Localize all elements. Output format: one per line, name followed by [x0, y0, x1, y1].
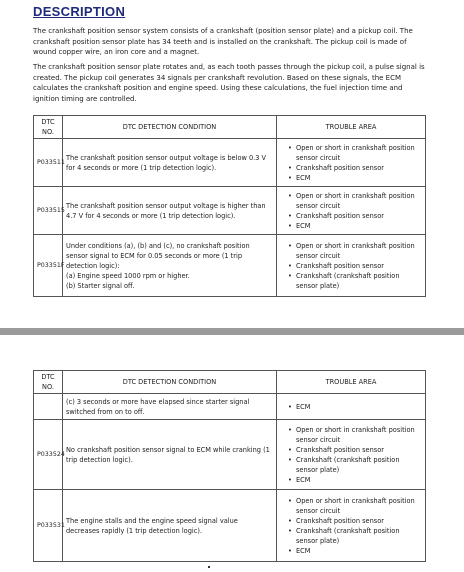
- table-row: [34, 420, 426, 490]
- table-row: [34, 394, 426, 420]
- detection-condition-cell: [63, 139, 277, 187]
- trouble-area-cell: [277, 420, 426, 490]
- condition-text: The crankshaft position sensor output voltage is higher than 4.7 V for 4 seconds or more (1 trip detection logic).: [66, 201, 266, 220]
- table-row: [34, 490, 426, 562]
- trouble-area-item: • Crankshaft (crankshaft position sensor plate): [288, 526, 422, 546]
- page-marker: [208, 566, 210, 568]
- trouble-area-item: • Crankshaft position sensor: [288, 163, 422, 173]
- detection-condition-cell: [63, 490, 277, 562]
- trouble-area-item: • Crankshaft position sensor: [288, 516, 422, 526]
- trouble-area-cell: [277, 187, 426, 235]
- section-heading: DESCRIPTION: [33, 4, 126, 19]
- trouble-area-cell: [277, 490, 426, 562]
- detection-condition-cell: [63, 187, 277, 235]
- table-row: [34, 187, 426, 235]
- trouble-area-cell: [277, 139, 426, 187]
- trouble-area-list: [280, 143, 422, 183]
- dtc-code-cell: P033515: [34, 187, 63, 235]
- table1-body: [34, 139, 426, 297]
- header-dtc-no: DTC NO.: [34, 371, 63, 394]
- trouble-area-item: • Open or short in crankshaft position sensor circuit: [288, 143, 422, 163]
- header-dtc-no: DTC NO.: [34, 116, 63, 139]
- trouble-area-item: • ECM: [288, 221, 422, 231]
- trouble-area-list: [280, 402, 422, 412]
- trouble-area-item: • ECM: [288, 475, 422, 485]
- dtc-code-cell: P033511: [34, 139, 63, 187]
- trouble-area-item: • ECM: [288, 402, 422, 412]
- trouble-area-list: [280, 191, 422, 231]
- header-trouble-area: TROUBLE AREA: [277, 371, 426, 394]
- dtc-table-1: [33, 115, 426, 297]
- table-header-row: [34, 116, 426, 139]
- trouble-area-item: • ECM: [288, 173, 422, 183]
- condition-text: (b) Starter signal off.: [66, 281, 135, 290]
- dtc-code-cell: P033531: [34, 490, 63, 562]
- table-row: [34, 139, 426, 187]
- trouble-area-list: [280, 241, 422, 291]
- trouble-area-item: • Open or short in crankshaft position sensor circuit: [288, 496, 422, 516]
- page-separator: [0, 328, 464, 335]
- trouble-area-item: • Crankshaft position sensor: [288, 211, 422, 221]
- dtc-code-cell: [34, 394, 63, 420]
- trouble-area-list: [280, 496, 422, 556]
- trouble-area-item: • ECM: [288, 546, 422, 556]
- trouble-area-item: • Open or short in crankshaft position sensor circuit: [288, 191, 422, 211]
- dtc-code-cell: P03351F: [34, 235, 63, 297]
- trouble-area-item: • Crankshaft (crankshaft position sensor plate): [288, 271, 422, 291]
- condition-text: The engine stalls and the engine speed signal value decreases rapidly (1 trip detection logic).: [66, 516, 238, 535]
- table-row: [34, 235, 426, 297]
- table2-body: [34, 394, 426, 562]
- description-paragraph-1: The crankshaft position sensor system consists of a crankshaft (position sensor plate) and a pickup coil. The crankshaft position sensor plate has 34 teeth and is installed on the crankshaft. The pickup coil is made of wound copper wire, an iron core and a magnet.: [33, 27, 413, 56]
- trouble-area-cell: [277, 394, 426, 420]
- condition-text: Under conditions (a), (b) and (c), no crankshaft position sensor signal to ECM for 0.05 seconds or more (1 trip detection logic):: [66, 241, 250, 270]
- dtc-table-2: [33, 370, 426, 562]
- trouble-area-list: [280, 425, 422, 485]
- header-detection-condition: DTC DETECTION CONDITION: [63, 371, 277, 394]
- trouble-area-item: • Open or short in crankshaft position sensor circuit: [288, 425, 422, 445]
- detection-condition-cell: [63, 235, 277, 297]
- trouble-area-item: • Crankshaft position sensor: [288, 261, 422, 271]
- trouble-area-item: • Crankshaft (crankshaft position sensor plate): [288, 455, 422, 475]
- condition-text: No crankshaft position sensor signal to ECM while cranking (1 trip detection logic).: [66, 445, 270, 464]
- description-paragraph-2: The crankshaft position sensor plate rotates and, as each tooth passes through the pickup coil, a pulse signal is created. The pickup coil generates 34 signals per crankshaft revolution. Based on these signals, the ECM calculates the crankshaft position and engine speed. Using these calculations, the fuel injection time and ignition timing are controlled.: [33, 63, 425, 103]
- trouble-area-cell: [277, 235, 426, 297]
- dtc-code-cell: P033524: [34, 420, 63, 490]
- table-header-row: [34, 371, 426, 394]
- trouble-area-item: • Open or short in crankshaft position sensor circuit: [288, 241, 422, 261]
- header-trouble-area: TROUBLE AREA: [277, 116, 426, 139]
- header-detection-condition: DTC DETECTION CONDITION: [63, 116, 277, 139]
- trouble-area-item: • Crankshaft position sensor: [288, 445, 422, 455]
- detection-condition-cell: [63, 394, 277, 420]
- condition-text: (c) 3 seconds or more have elapsed since starter signal switched from on to off.: [66, 397, 250, 416]
- condition-text: The crankshaft position sensor output voltage is below 0.3 V for 4 seconds or more (1 trip detection logic).: [66, 153, 267, 172]
- condition-text: (a) Engine speed 1000 rpm or higher.: [66, 271, 190, 280]
- detection-condition-cell: [63, 420, 277, 490]
